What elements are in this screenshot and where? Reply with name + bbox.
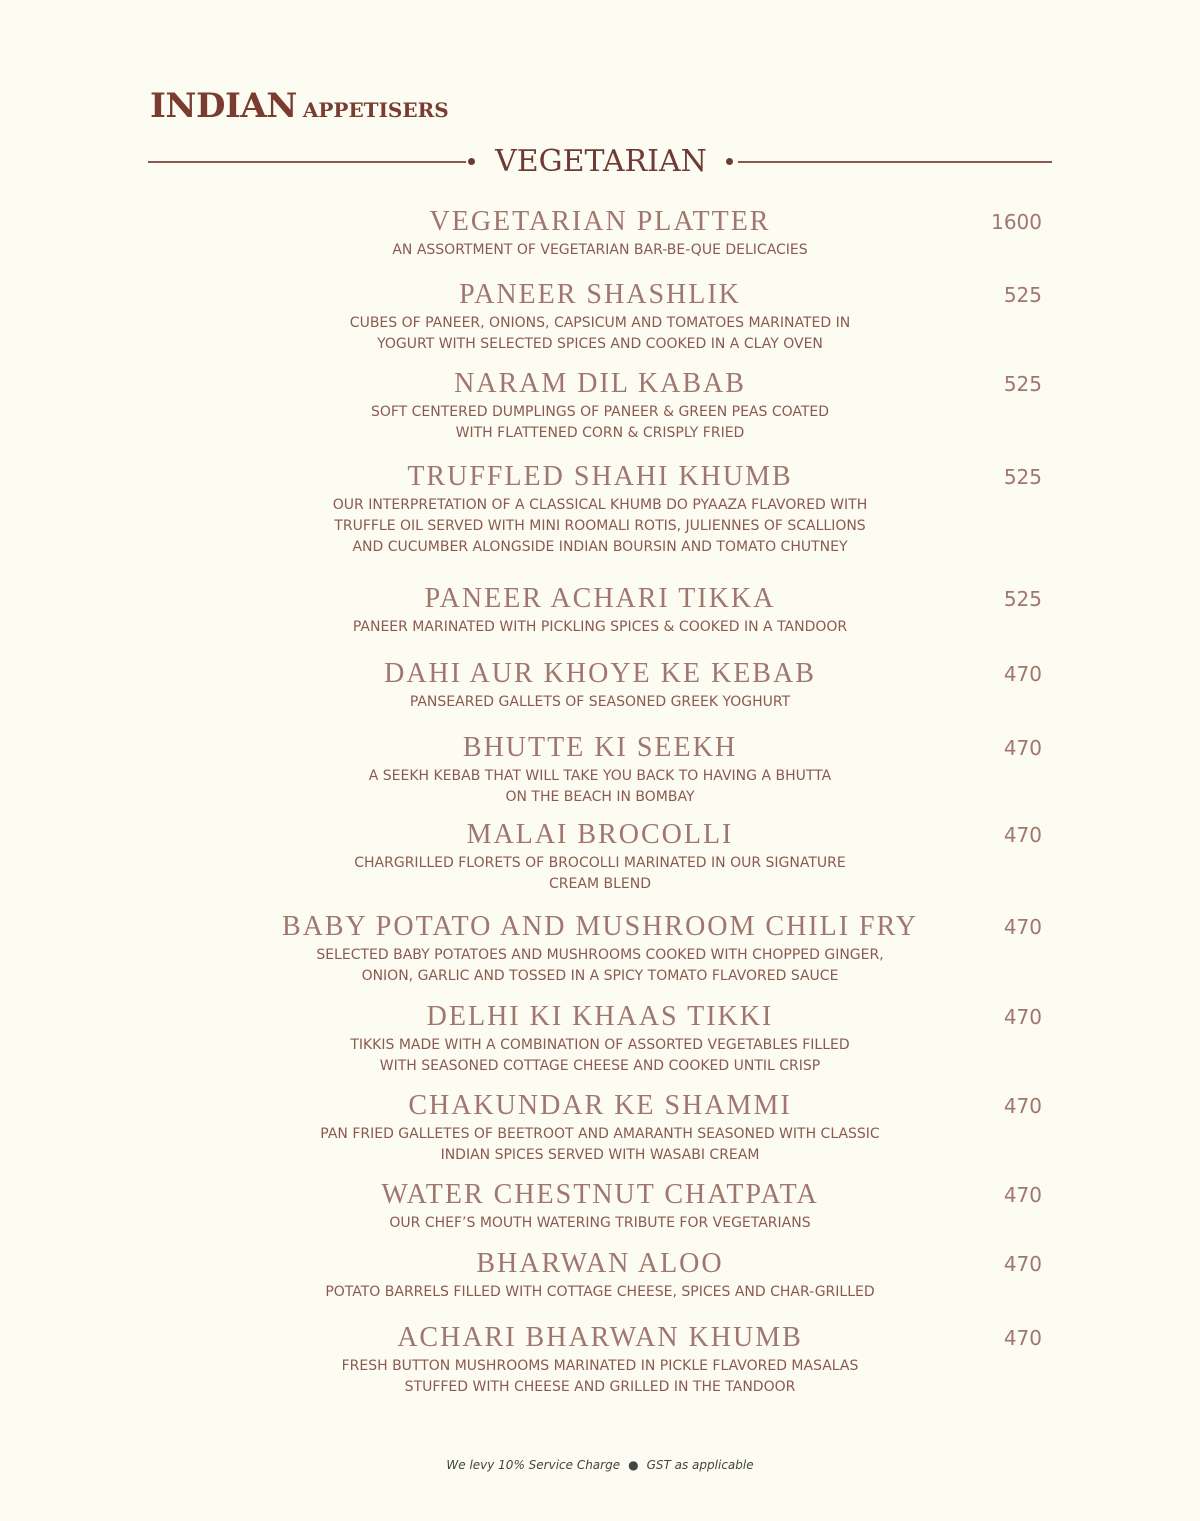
menu-item bbox=[150, 1178, 1050, 1233]
menu-item-description: CUBES OF PANEER, ONIONS, CAPSICUM AND TOMATOES MARINATED IN bbox=[349, 315, 851, 331]
menu-item-description: YOGURT WITH SELECTED SPICES AND COOKED IN A CLAY OVEN bbox=[377, 336, 823, 352]
menu-item-description: PAN FRIED GALLETES OF BEETROOT AND AMARANTH SEASONED WITH CLASSIC bbox=[320, 1126, 880, 1142]
menu-item-name: WATER CHESTNUT CHATPATA bbox=[381, 1179, 819, 1210]
menu-item-description: OUR CHEF’S MOUTH WATERING TRIBUTE FOR VEGETARIANS bbox=[389, 1215, 811, 1231]
menu-item bbox=[150, 1089, 1050, 1165]
section-divider bbox=[148, 145, 1052, 179]
menu-item-description: SELECTED BABY POTATOES AND MUSHROOMS COOKED WITH CHOPPED GINGER, bbox=[316, 947, 884, 963]
menu-title-sub: APPETISERS bbox=[302, 98, 449, 122]
service-charge-note: We levy 10% Service Charge bbox=[446, 1458, 621, 1472]
divider-line-left bbox=[148, 161, 466, 163]
menu-item bbox=[150, 1247, 1050, 1302]
divider-dot-right bbox=[726, 158, 733, 165]
menu-item bbox=[150, 582, 1050, 637]
menu-item-price: 470 bbox=[1003, 1326, 1042, 1350]
menu-item-price: 470 bbox=[1003, 662, 1042, 686]
menu-item bbox=[150, 731, 1050, 807]
menu-item-name: PANEER ACHARI TIKKA bbox=[424, 583, 776, 614]
menu-item-name: ACHARI BHARWAN KHUMB bbox=[397, 1322, 803, 1353]
menu-item-name: MALAI BROCOLLI bbox=[466, 819, 734, 850]
menu-item-description: AND CUCUMBER ALONGSIDE INDIAN BOURSIN AND TOMATO CHUTNEY bbox=[352, 539, 848, 555]
menu-item-price: 470 bbox=[1003, 1183, 1042, 1207]
menu-item-description: PANSEARED GALLETS OF SEASONED GREEK YOGHURT bbox=[409, 694, 791, 710]
menu-item-price: 525 bbox=[1003, 465, 1042, 489]
gst-note: GST as applicable bbox=[646, 1458, 754, 1472]
menu-item-name: PANEER SHASHLIK bbox=[459, 279, 741, 310]
menu-item-name: BHARWAN ALOO bbox=[476, 1248, 724, 1279]
menu-item-description: WITH FLATTENED CORN & CRISPLY FRIED bbox=[455, 425, 745, 441]
menu-item-price: 470 bbox=[1003, 823, 1042, 847]
menu-item bbox=[150, 1000, 1050, 1076]
menu-item-name: BHUTTE KI SEEKH bbox=[462, 732, 738, 763]
menu-item-name: VEGETARIAN PLATTER bbox=[429, 206, 771, 237]
menu-item-name: DAHI AUR KHOYE KE KEBAB bbox=[384, 658, 816, 689]
menu-item bbox=[150, 367, 1050, 443]
menu-item-price: 470 bbox=[1003, 1005, 1042, 1029]
menu-item-description: TIKKIS MADE WITH A COMBINATION OF ASSORTED VEGETABLES FILLED bbox=[350, 1037, 850, 1053]
menu-item bbox=[150, 1321, 1050, 1397]
menu-item-description: WITH SEASONED COTTAGE CHEESE AND COOKED UNTIL CRISP bbox=[379, 1058, 821, 1074]
menu-item-name: TRUFFLED SHAHI KHUMB bbox=[407, 461, 793, 492]
menu-item bbox=[150, 910, 1050, 986]
menu-item-price: 470 bbox=[1003, 1094, 1042, 1118]
menu-item-description: CHARGRILLED FLORETS OF BROCOLLI MARINATED IN OUR SIGNATURE bbox=[354, 855, 846, 871]
menu-item-description: TRUFFLE OIL SERVED WITH MINI ROOMALI ROTIS, JULIENNES OF SCALLIONS bbox=[334, 518, 866, 534]
menu-item-description: CREAM BLEND bbox=[549, 876, 651, 892]
menu-item-description: POTATO BARRELS FILLED WITH COTTAGE CHEESE, SPICES AND CHAR-GRILLED bbox=[325, 1284, 875, 1300]
menu-item bbox=[150, 460, 1050, 557]
footer-note bbox=[0, 1458, 1200, 1472]
menu-item-description: PANEER MARINATED WITH PICKLING SPICES & COOKED IN A TANDOOR bbox=[352, 619, 848, 635]
menu-item-description: STUFFED WITH CHEESE AND GRILLED IN THE TANDOOR bbox=[404, 1379, 796, 1395]
menu-item-price: 525 bbox=[1003, 372, 1042, 396]
menu-item-price: 470 bbox=[1003, 915, 1042, 939]
menu-item-name: BABY POTATO AND MUSHROOM CHILI FRY bbox=[282, 911, 918, 942]
menu-item-description: FRESH BUTTON MUSHROOMS MARINATED IN PICKLE FLAVORED MASALAS bbox=[341, 1358, 859, 1374]
section-title: VEGETARIAN bbox=[495, 144, 707, 179]
menu-item bbox=[150, 205, 1050, 260]
menu-item bbox=[150, 278, 1050, 354]
menu-item-name: NARAM DIL KABAB bbox=[454, 368, 746, 399]
menu-item-description: ON THE BEACH IN BOMBAY bbox=[505, 789, 695, 805]
menu-item-price: 1600 bbox=[991, 210, 1042, 234]
menu-item-description: OUR INTERPRETATION OF A CLASSICAL KHUMB DO PYAAZA FLAVORED WITH bbox=[332, 497, 868, 513]
divider-line-right bbox=[738, 161, 1052, 163]
menu-item-description: A SEEKH KEBAB THAT WILL TAKE YOU BACK TO HAVING A BHUTTA bbox=[368, 768, 832, 784]
menu-item-name: DELHI KI KHAAS TIKKI bbox=[426, 1001, 774, 1032]
menu-item-price: 470 bbox=[1003, 736, 1042, 760]
menu-title-main: INDIAN bbox=[150, 86, 297, 126]
menu-item bbox=[150, 818, 1050, 894]
menu-item-description: INDIAN SPICES SERVED WITH WASABI CREAM bbox=[440, 1147, 760, 1163]
menu-item-description: ONION, GARLIC AND TOSSED IN A SPICY TOMATO FLAVORED SAUCE bbox=[361, 968, 839, 984]
menu-item-description: SOFT CENTERED DUMPLINGS OF PANEER & GREEN PEAS COATED bbox=[370, 404, 830, 420]
menu-item-price: 525 bbox=[1003, 283, 1042, 307]
menu-header bbox=[150, 86, 449, 126]
menu-item-price: 525 bbox=[1003, 587, 1042, 611]
menu-item-description: AN ASSORTMENT OF VEGETARIAN BAR-BE-QUE DELICACIES bbox=[392, 242, 808, 258]
footer-bullet-icon: ● bbox=[628, 1458, 639, 1472]
divider-dot-left bbox=[468, 158, 475, 165]
menu-item bbox=[150, 657, 1050, 712]
menu-item-price: 470 bbox=[1003, 1252, 1042, 1276]
menu-item-name: CHAKUNDAR KE SHAMMI bbox=[408, 1090, 792, 1121]
